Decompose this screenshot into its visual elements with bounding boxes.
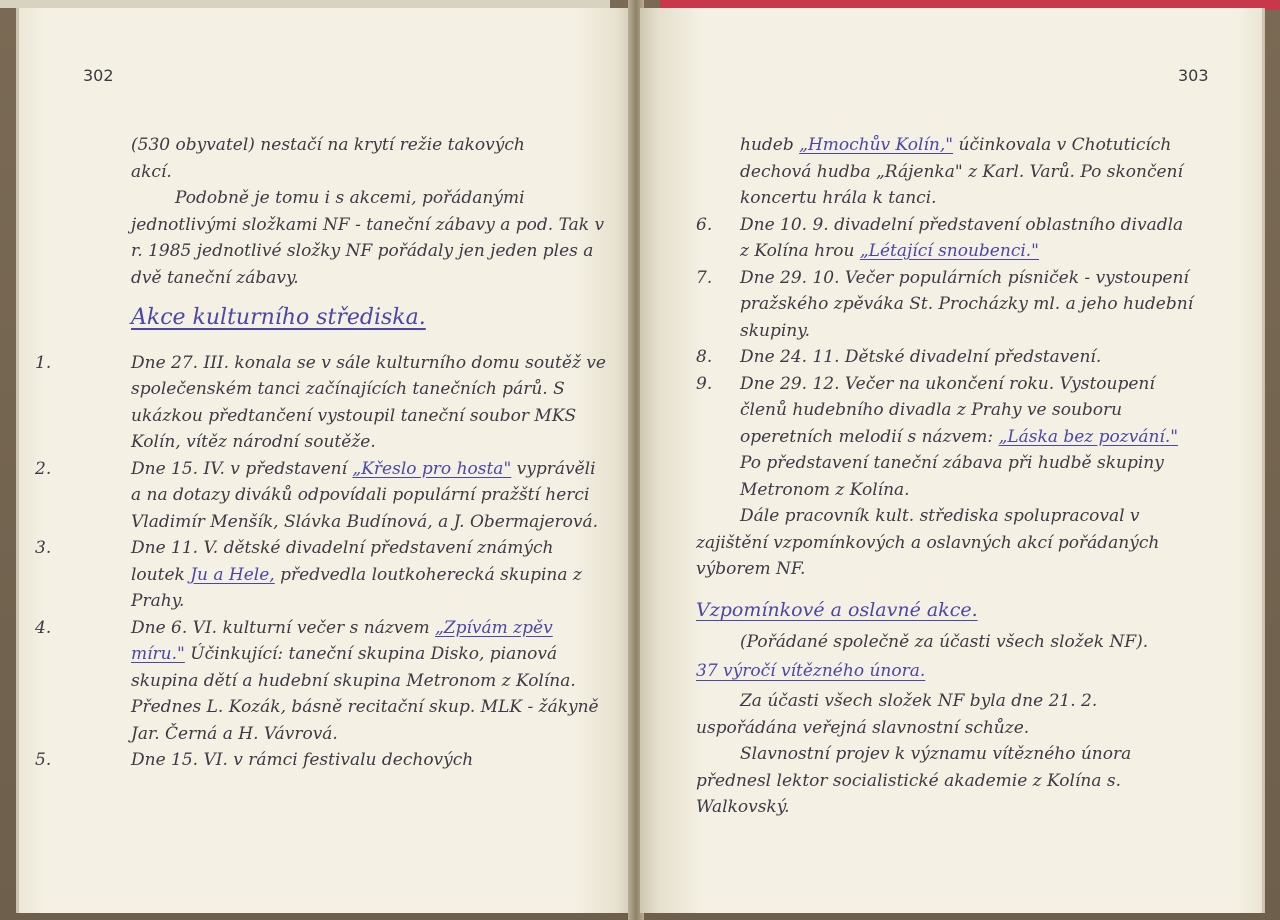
item-text xyxy=(740,265,1196,345)
continuation-pre: hudeb xyxy=(740,135,800,155)
item-text xyxy=(740,371,1196,504)
list-item xyxy=(696,371,1196,504)
item-text-post: Po představení taneční zábava při hudbě skupiny Metronom z Kolína. xyxy=(740,453,1164,500)
intro-line-1: (530 obyvatel) nestačí na krytí režie takových xyxy=(131,135,525,155)
right-page-number: 303 xyxy=(1178,66,1209,85)
subheading-anniversary: 37 výročí vítězného února. xyxy=(696,660,926,681)
program-title: „Láska bez pozvání." xyxy=(998,426,1179,447)
item-number: 5. xyxy=(35,750,52,770)
item-number: 9. xyxy=(696,373,713,394)
continuation-post: účinkovala v Chotuticích dechová hudba „Rájenka" z Karl. Varů. Po skončení koncertu hrála k tanci. xyxy=(740,135,1183,208)
section-note: (Pořádané společně za účasti všech složek NF). xyxy=(740,632,1149,652)
program-title: „Zpívám zpěv míru." xyxy=(131,617,553,664)
list-item xyxy=(35,535,609,615)
item-text-pre: Dne 6. VI. kulturní večer s názvem xyxy=(131,617,435,638)
item-number: 4. xyxy=(35,617,52,638)
program-title: Ju a Hele, xyxy=(190,564,275,585)
item-text-pre: Dne 29. 12. Večer na ukončení roku. Vystoupení členů hudebního divadla z Prahy ve souboru operetních melodií s názvem: xyxy=(740,373,1155,447)
right-page xyxy=(640,8,1265,913)
item-number: 3. xyxy=(35,538,52,558)
item-text-pre: Dne 10. 9. divadelní představení oblastního divadla z Kolína hrou xyxy=(740,214,1184,261)
list-item xyxy=(696,265,1196,345)
item-number: 6. xyxy=(696,214,713,235)
item-text-pre: Dne 11. V. dětské divadelní představení známých loutek xyxy=(131,538,554,585)
item-number: 8. xyxy=(696,347,713,367)
left-page-text xyxy=(35,132,609,774)
list-item xyxy=(35,456,609,536)
section-heading-memorial-events: Vzpomínkové a oslavné akce. xyxy=(696,598,978,621)
item-text-pre: Dne 29. 10. Večer populárních písniček - vystoupení pražského zpěváka St. Procházky ml. a jeho hudební skupiny. xyxy=(740,267,1194,341)
item-number: 2. xyxy=(35,458,52,479)
list-item xyxy=(35,615,609,748)
item-text-pre: Dne 27. III. konala se v sále kulturního domu soutěž ve společenském tanci začínajících tanečních párů. S ukázkou předtančení vystoupil taneční soubor MKS Kolín, vítěz národní soutěže. xyxy=(131,352,606,452)
item-text xyxy=(131,615,609,748)
program-title: „Křeslo pro hosta" xyxy=(352,458,512,479)
program-title: „Hmochův Kolín," xyxy=(799,135,954,155)
item-text xyxy=(131,747,609,774)
list-item xyxy=(696,344,1196,371)
item-text-pre: Dne 15. VI. v rámci festivalu dechových xyxy=(131,750,474,770)
right-page-text xyxy=(696,132,1196,821)
program-title: „Létající snoubenci." xyxy=(859,241,1039,261)
item-text xyxy=(131,535,609,615)
item-number: 7. xyxy=(696,267,713,288)
left-paragraph: Podobně je tomu i s akcemi, pořádanými jednotlivými složkami NF - taneční zábavy a pod. Tak v r. 1985 jednotlivé složky NF pořádaly jen jeden ples a dvě taneční zábavy. xyxy=(131,188,605,288)
item-text xyxy=(740,212,1196,265)
item-text-post: předvedla loutkoherecká skupina z Prahy. xyxy=(131,564,582,611)
right-paragraph-2: Za účasti všech složek NF byla dne 21. 2. uspořádána veřejná slavnostní schůze. xyxy=(696,691,1098,738)
right-paragraph: Dále pracovník kult. střediska spolupracoval v zajištění vzpomínkových a oslavných akcí pořádaných výborem NF. xyxy=(696,506,1160,579)
list-item xyxy=(35,747,609,774)
item-number: 1. xyxy=(35,352,52,373)
continuation-text xyxy=(696,132,1196,212)
right-paragraph-3: Slavnostní projev k významu vítězného února přednesl lektor socialistické akademie z Kolína s. Walkovský. xyxy=(696,744,1132,817)
item-text xyxy=(740,344,1196,371)
cover-edge-left xyxy=(0,0,610,8)
list-item xyxy=(696,212,1196,265)
list-item xyxy=(35,350,609,456)
item-text xyxy=(131,456,609,536)
item-text-pre: Dne 24. 11. Dětské divadelní představení. xyxy=(740,347,1102,367)
intro-line-2: akcí. xyxy=(131,161,172,182)
item-text-post: vyprávěli a na dotazy diváků odpovídali populární pražští herci Vladimír Menšík, Slávka Budínová, a J. Obermajerová. xyxy=(131,458,599,532)
item-text-post: Účinkující: taneční skupina Disko, pianová skupina dětí a hudební skupina Metronom z Kolína. Přednes L. Kozák, básně recitační skup. MLK - žákyně Jar. Černá a H. Vávrová. xyxy=(131,644,599,744)
item-text-pre: Dne 15. IV. v představení xyxy=(131,458,353,479)
item-text xyxy=(131,350,609,456)
left-page xyxy=(16,8,635,913)
section-heading-cultural-center: Akce kulturního střediska. xyxy=(131,305,426,330)
left-page-number: 302 xyxy=(83,66,114,85)
